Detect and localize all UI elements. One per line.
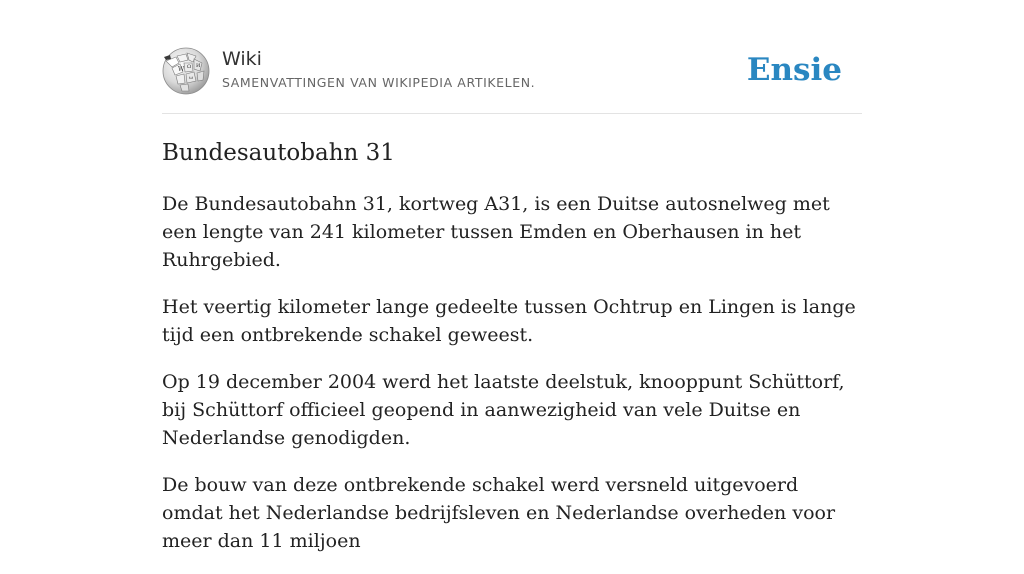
article-title: Bundesautobahn 31 — [162, 140, 395, 166]
svg-text:ω: ω — [189, 75, 194, 81]
site-header — [162, 44, 862, 114]
article-paragraph: De Bundesautobahn 31, kortweg A31, is een Duitse autosnelweg met een lengte van 241 kilometer tussen Emden en Oberhausen in het Ruhrgebied. — [162, 193, 830, 271]
ensie-brand-logo[interactable]: Ensie — [746, 52, 842, 88]
site-name[interactable]: Wiki — [222, 48, 262, 70]
article-paragraph: Op 19 december 2004 werd het laatste deelstuk, knooppunt Schüttorf, bij Schüttorf officieel geopend in aanwezigheid van vele Duitse en Nederlandse genodigden. — [162, 371, 845, 449]
header-divider — [162, 113, 862, 114]
site-tagline: SAMENVATTINGEN VAN WIKIPEDIA ARTIKELEN. — [222, 75, 536, 90]
svg-text:W: W — [178, 66, 185, 73]
article-paragraph: Het veertig kilometer lange gedeelte tussen Ochtrup en Lingen is lange tijd een ontbrekende schakel geweest. — [162, 296, 856, 346]
svg-text:И: И — [196, 63, 201, 69]
wikipedia-globe-icon[interactable] — [162, 47, 210, 95]
article — [162, 136, 862, 574]
article-paragraph: De bouw van deze ontbrekende schakel werd versneld uitgevoerd omdat het Nederlandse bedrijfsleven en Nederlandse overheden voor meer dan 11 miljoen — [162, 474, 836, 552]
svg-text:Ω: Ω — [187, 64, 192, 70]
